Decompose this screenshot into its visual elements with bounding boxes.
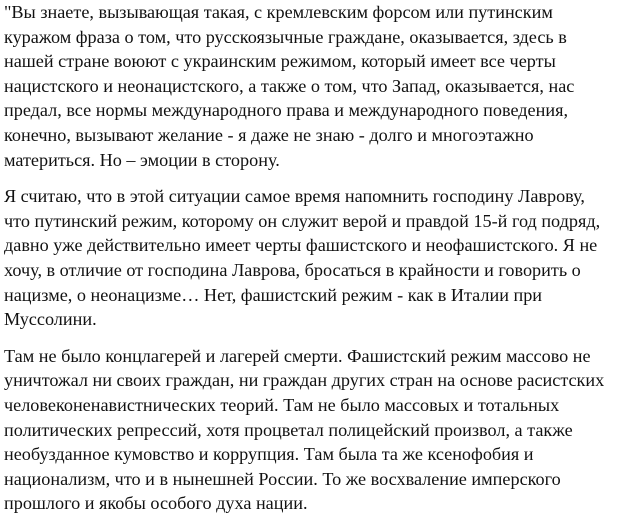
text-line: человеконенавистнических теорий. Там не было массовых и тотальных xyxy=(4,394,560,415)
text-line: нацистского и неонацистского, а также о том, что Запад, оказывается, нас xyxy=(4,75,575,96)
text-line: уничтожал ни своих граждан, ни граждан других стран на основе расистских xyxy=(4,370,605,391)
text-line: Там не было концлагерей и лагерей смерти. Фашистский режим массово не xyxy=(4,345,591,366)
text-line: национализм, что и в нынешней России. То же восхваление имперского xyxy=(4,468,561,489)
paragraph-3 xyxy=(4,344,621,516)
text-line: предал, все нормы международного права и международного поведения, xyxy=(4,100,569,121)
text-line: давно уже действительно имеет черты фашистского и неофашистского. Я не xyxy=(4,235,598,256)
text-line: Муссолини. xyxy=(4,309,97,330)
text-line: что путинский режим, которому он служит верой и правдой 15-й год подряд, xyxy=(4,210,601,231)
text-line: необузданное кумовство и коррупция. Там была та же ксенофобия и xyxy=(4,444,534,465)
paragraph-1 xyxy=(4,0,621,172)
text-line: политических репрессий, хотя процветал полицейский произвол, а также xyxy=(4,419,573,440)
text-line: нашей стране воюют с украинским режимом, который имеет все черты xyxy=(4,51,556,72)
text-line: конечно, вызывают желание - я даже не знаю - долго и многоэтажно xyxy=(4,124,534,145)
text-line: материться. Но – эмоции в сторону. xyxy=(4,149,280,170)
text-line: "Вы знаете, вызывающая такая, с кремлевским форсом или путинским xyxy=(4,2,553,22)
text-line: нацизме, о неонацизме… Нет, фашистский режим - как в Италии при xyxy=(4,284,543,305)
text-line: куражом фраза о том, что русскоязычные граждане, оказывается, здесь в xyxy=(4,26,567,47)
text-line: прошлого и якобы особого духа нации. xyxy=(4,493,308,514)
text-line: хочу, в отличие от господина Лаврова, бросаться в крайности и говорить о xyxy=(4,259,581,280)
paragraph-2 xyxy=(4,184,621,332)
text-line: Я считаю, что в этой ситуации самое время напомнить господину Лаврову, xyxy=(4,186,585,207)
